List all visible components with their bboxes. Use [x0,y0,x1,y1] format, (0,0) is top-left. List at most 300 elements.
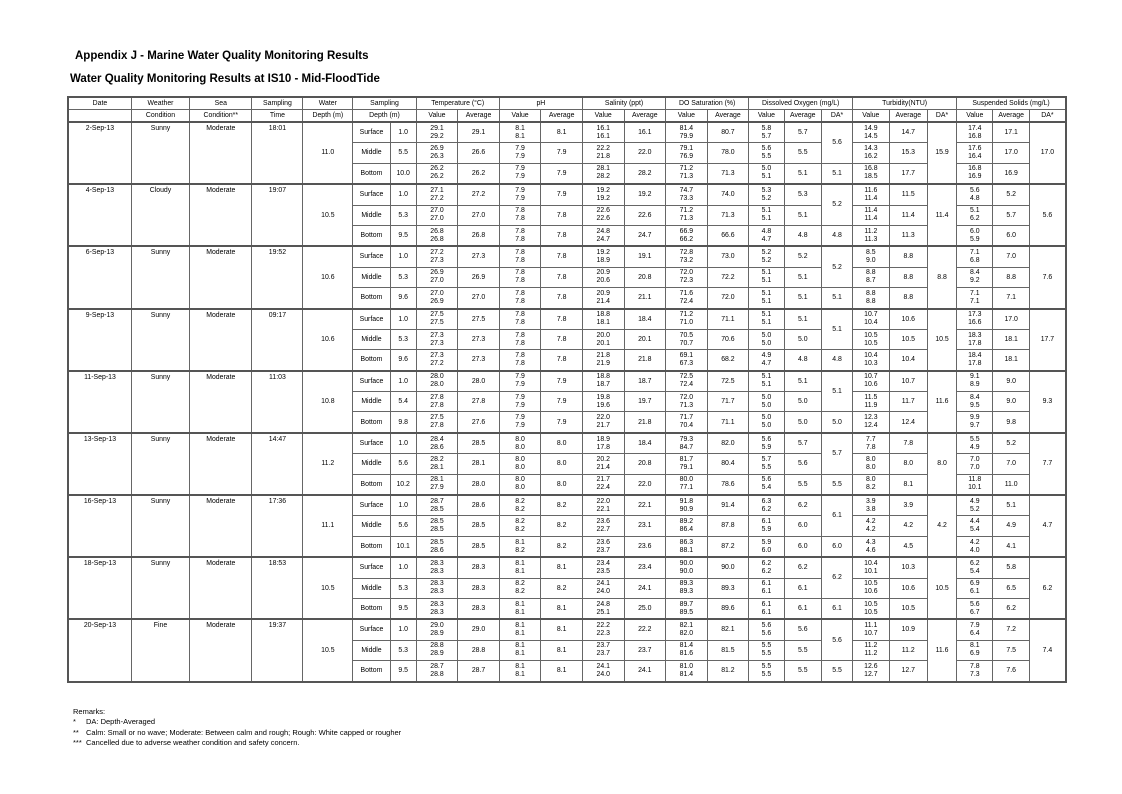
suspended-solids-values [957,578,993,598]
salinity-values-reading: 21.4 [596,463,610,471]
dissolved-oxygen-values-reading: 5.2 [761,194,772,202]
salinity-values [582,163,624,184]
suspended-solids-values-reading: 17.4 [968,124,982,132]
weather-cell: Sunny [131,246,189,308]
dissolved-oxygen-values [749,246,784,267]
suspended-solids-values-reading: 8.9 [970,381,980,389]
dissolved-oxygen-values-reading: 6.1 [761,600,772,608]
do-saturation-values [666,163,708,184]
temperature-values-reading: 28.3 [430,580,444,588]
depth-level-cell: Surface [353,495,390,516]
do-saturation-values-reading: 71.2 [679,311,694,319]
turbidity-average: 15.3 [889,143,927,163]
water-depth-cell: 11.1 [303,495,353,557]
temperature-average: 28.5 [458,516,500,536]
salinity-average: 21.8 [624,350,666,371]
dissolved-oxygen-average: 6.1 [784,598,821,619]
do-saturation-average: 89.3 [707,578,749,598]
temperature-average: 26.9 [458,267,500,287]
salinity-values-reading: 22.1 [596,505,610,513]
turbidity-values-reading: 3.8 [866,505,876,513]
suspended-solids-values-reading: 17.8 [968,339,982,347]
dissolved-oxygen-values [749,350,784,371]
salinity-values-reading: 22.0 [596,497,610,505]
suspended-solids-da: 4.7 [1029,495,1066,557]
turbidity-values [853,246,889,267]
temperature-values-reading: 28.5 [430,526,444,534]
turbidity-values-reading: 10.4 [864,351,878,359]
depth-level-cell: Bottom [353,288,390,309]
suspended-solids-values-reading: 16.8 [968,165,982,173]
do-saturation-values-reading: 71.2 [679,165,694,173]
depth-level-cell: Middle [353,454,390,474]
ph-values-reading: 7.8 [515,249,525,257]
do-saturation-average: 73.0 [707,246,749,267]
salinity-average: 21.1 [624,288,666,309]
temperature-average: 28.0 [458,371,500,392]
salinity-average: 20.8 [624,267,666,287]
temperature-average: 27.5 [458,309,500,330]
temperature-values-reading: 27.8 [430,422,444,430]
do-saturation-average: 71.1 [707,412,749,433]
turbidity-average: 8.8 [889,267,927,287]
turbidity-average: 7.8 [889,433,927,454]
temperature-values [416,495,458,516]
suspended-solids-values-reading: 5.6 [970,600,980,608]
dissolved-oxygen-values-reading: 5.1 [761,277,772,285]
dissolved-oxygen-values [749,205,784,225]
sampling-time-cell: 18:01 [252,122,303,184]
turbidity-da: 11.6 [927,619,956,681]
temperature-values [416,433,458,454]
suspended-solids-values-reading: 6.4 [970,630,980,638]
ph-values-reading: 8.2 [515,518,525,526]
temperature-values-reading: 26.9 [430,297,444,305]
do-saturation-values-reading: 81.0 [679,662,694,670]
ph-values-reading: 7.8 [515,351,525,359]
suspended-solids-average: 17.0 [993,309,1029,330]
temperature-average: 28.3 [458,578,500,598]
salinity-values-reading: 22.6 [596,215,610,223]
ph-average: 7.9 [541,184,583,205]
do-saturation-average: 82.1 [707,619,749,640]
dissolved-oxygen-average: 5.5 [784,474,821,495]
salinity-values-reading: 19.8 [596,393,610,401]
do-saturation-average: 81.5 [707,640,749,660]
turbidity-average: 10.6 [889,578,927,598]
ph-average: 7.8 [541,205,583,225]
ph-values-reading: 8.2 [515,526,525,534]
turbidity-values-reading: 4.6 [866,546,876,554]
subheader-do-average: Average [784,110,821,123]
salinity-values-reading: 20.6 [596,277,610,285]
do-saturation-average: 72.0 [707,288,749,309]
dissolved-oxygen-average: 5.0 [784,329,821,349]
date-cell: 16-Sep-13 [68,495,131,557]
salinity-average: 24.1 [624,661,666,682]
dissolved-oxygen-bottom: 6.0 [821,536,852,557]
suspended-solids-values [957,640,993,660]
ph-average: 8.1 [541,661,583,682]
header-sampling-depth: Sampling [353,97,416,110]
header-ph: pH [499,97,582,110]
suspended-solids-da: 9.3 [1029,371,1066,433]
subheader-dosat-average: Average [707,110,749,123]
dissolved-oxygen-values [749,557,784,578]
ph-values-reading: 7.9 [515,393,525,401]
dissolved-oxygen-values [749,598,784,619]
turbidity-values [853,205,889,225]
header-salinity: Salinity (ppt) [582,97,665,110]
turbidity-average: 10.6 [889,309,927,330]
subheader-time: Time [252,110,303,123]
suspended-solids-average: 7.6 [993,661,1029,682]
ph-average: 7.9 [541,163,583,184]
table-row [68,309,1066,330]
header-weather: Weather [131,97,189,110]
temperature-values-reading: 27.8 [430,401,444,409]
water-depth-cell: 11.0 [303,122,353,184]
suspended-solids-values [957,516,993,536]
sampling-depth-cell: 5.4 [390,392,416,412]
suspended-solids-average: 7.0 [993,454,1029,474]
do-saturation-values-reading: 82.0 [679,630,694,638]
sampling-depth-cell: 9.6 [390,288,416,309]
temperature-values-reading: 27.9 [430,484,444,492]
salinity-values-reading: 20.9 [596,289,610,297]
ph-values-reading: 8.1 [515,559,525,567]
suspended-solids-values [957,225,993,246]
do-saturation-values-reading: 81.4 [679,642,694,650]
dissolved-oxygen-values-reading: 5.9 [761,526,772,534]
dissolved-oxygen-average: 4.8 [784,350,821,371]
depth-level-cell: Surface [353,619,390,640]
temperature-values-reading: 28.3 [430,608,444,616]
dissolved-oxygen-values-reading: 6.2 [761,505,772,513]
suspended-solids-values-reading: 4.0 [970,546,980,554]
dissolved-oxygen-values-reading: 5.9 [761,538,772,546]
do-saturation-average: 80.7 [707,122,749,143]
ph-values-reading: 8.0 [515,484,525,492]
dissolved-oxygen-values-reading: 5.5 [761,662,772,670]
suspended-solids-values-reading: 6.2 [970,215,980,223]
ph-average: 7.8 [541,350,583,371]
salinity-average: 22.6 [624,205,666,225]
salinity-values [582,412,624,433]
turbidity-values-reading: 10.4 [864,559,878,567]
dissolved-oxygen-values-reading: 4.7 [761,235,772,243]
suspended-solids-values-reading: 4.8 [970,194,980,202]
turbidity-average: 3.9 [889,495,927,516]
suspended-solids-values-reading: 8.4 [970,393,980,401]
remark-line [73,728,401,738]
do-saturation-values-reading: 86.4 [679,526,694,534]
temperature-values [416,267,458,287]
sampling-time-cell: 19:52 [252,246,303,308]
dissolved-oxygen-average: 5.1 [784,371,821,392]
salinity-values [582,516,624,536]
do-saturation-values [666,392,708,412]
dissolved-oxygen-da: 6.1 [821,495,852,536]
ph-average: 8.1 [541,640,583,660]
do-saturation-values-reading: 89.7 [679,600,694,608]
do-saturation-values [666,516,708,536]
temperature-values [416,163,458,184]
dissolved-oxygen-average: 6.2 [784,495,821,516]
ph-values-reading: 7.8 [515,269,525,277]
do-saturation-average: 87.8 [707,516,749,536]
ph-average: 7.9 [541,371,583,392]
turbidity-values-reading: 12.4 [864,422,878,430]
remark-line [73,717,401,727]
temperature-values-reading: 28.4 [430,435,444,443]
do-saturation-values [666,225,708,246]
salinity-average: 24.7 [624,225,666,246]
turbidity-values [853,661,889,682]
temperature-values-reading: 27.5 [430,319,444,327]
salinity-values-reading: 19.2 [596,194,610,202]
dissolved-oxygen-bottom: 6.1 [821,598,852,619]
dissolved-oxygen-average: 5.1 [784,205,821,225]
temperature-values [416,598,458,619]
ph-values [499,495,541,516]
salinity-values [582,661,624,682]
remarks [73,707,401,748]
depth-level-cell: Surface [353,246,390,267]
sampling-depth-cell: 10.1 [390,536,416,557]
dissolved-oxygen-average: 5.0 [784,412,821,433]
suspended-solids-values-reading: 5.9 [970,235,980,243]
suspended-solids-values [957,495,993,516]
salinity-values [582,495,624,516]
temperature-average: 28.5 [458,433,500,454]
date-cell: 11-Sep-13 [68,371,131,433]
turbidity-values [853,392,889,412]
subheader-turb-da: DA* [927,110,956,123]
turbidity-values-reading: 10.1 [864,567,878,575]
sampling-time-cell: 19:07 [252,184,303,246]
subheader-sea: Condition** [190,110,252,123]
do-saturation-average: 70.6 [707,329,749,349]
do-saturation-values-reading: 79.3 [679,435,694,443]
temperature-values [416,516,458,536]
suspended-solids-average: 17.0 [993,143,1029,163]
suspended-solids-values-reading: 16.9 [968,173,982,181]
sea-condition-cell: Moderate [190,309,252,371]
do-saturation-values [666,495,708,516]
turbidity-values [853,598,889,619]
sampling-depth-cell: 1.0 [390,246,416,267]
temperature-average: 27.2 [458,184,500,205]
ph-values-reading: 8.1 [515,538,525,546]
do-saturation-values [666,598,708,619]
ph-values [499,557,541,578]
ph-values [499,309,541,330]
temperature-average: 26.2 [458,163,500,184]
suspended-solids-da: 5.6 [1029,184,1066,246]
turbidity-values-reading: 16.8 [864,165,878,173]
dissolved-oxygen-values [749,619,784,640]
date-cell: 2-Sep-13 [68,122,131,184]
do-saturation-average: 71.3 [707,205,749,225]
suspended-solids-values-reading: 9.2 [970,277,980,285]
ph-values [499,371,541,392]
dissolved-oxygen-values [749,288,784,309]
do-saturation-average: 72.2 [707,267,749,287]
dissolved-oxygen-values-reading: 4.7 [761,359,772,367]
remark-mark: ** [73,727,79,737]
salinity-values-reading: 19.2 [596,186,610,194]
dissolved-oxygen-average: 6.1 [784,578,821,598]
dissolved-oxygen-values [749,267,784,287]
suspended-solids-values-reading: 18.4 [968,351,982,359]
dissolved-oxygen-average: 6.0 [784,536,821,557]
salinity-average: 23.6 [624,536,666,557]
turbidity-average: 11.4 [889,205,927,225]
depth-level-cell: Bottom [353,225,390,246]
suspended-solids-values [957,122,993,143]
salinity-average: 21.8 [624,412,666,433]
salinity-values [582,350,624,371]
dissolved-oxygen-average: 5.1 [784,309,821,330]
turbidity-da: 8.0 [927,433,956,495]
temperature-average: 28.7 [458,661,500,682]
table-title: Water Quality Monitoring Results at IS10 - Mid-FloodTide [70,73,380,85]
sampling-depth-cell: 1.0 [390,495,416,516]
dissolved-oxygen-values-reading: 5.7 [761,132,772,140]
sampling-time-cell: 19:37 [252,619,303,681]
turbidity-values-reading: 8.0 [866,463,876,471]
ph-values-reading: 7.8 [515,227,525,235]
dissolved-oxygen-values [749,640,784,660]
remark-text: Calm: Small or no wave; Moderate: Between calm and rough; Rough: White capped or rougher [86,727,402,737]
suspended-solids-values [957,661,993,682]
turbidity-average: 10.3 [889,557,927,578]
suspended-solids-values [957,474,993,495]
do-saturation-values [666,640,708,660]
date-cell: 4-Sep-13 [68,184,131,246]
do-saturation-values-reading: 72.0 [679,269,694,277]
turbidity-values-reading: 7.7 [866,435,876,443]
turbidity-values-reading: 11.5 [864,393,878,401]
suspended-solids-values-reading: 6.2 [970,559,980,567]
do-saturation-values-reading: 70.5 [679,331,694,339]
suspended-solids-average: 18.1 [993,350,1029,371]
do-saturation-values-reading: 69.1 [679,351,694,359]
dissolved-oxygen-values-reading: 6.2 [761,559,772,567]
temperature-average: 28.8 [458,640,500,660]
suspended-solids-values-reading: 7.3 [970,670,980,678]
salinity-values-reading: 21.9 [596,359,610,367]
do-saturation-values [666,267,708,287]
sampling-depth-cell: 5.5 [390,143,416,163]
temperature-values [416,225,458,246]
salinity-values [582,474,624,495]
suspended-solids-values [957,246,993,267]
suspended-solids-values-reading: 8.1 [970,642,980,650]
depth-level-cell: Bottom [353,598,390,619]
depth-level-cell: Middle [353,267,390,287]
dissolved-oxygen-values [749,495,784,516]
turbidity-values-reading: 10.5 [864,580,878,588]
do-saturation-values [666,412,708,433]
temperature-values-reading: 28.1 [430,476,444,484]
dissolved-oxygen-values-reading: 5.1 [761,381,772,389]
dissolved-oxygen-values-reading: 6.3 [761,497,772,505]
suspended-solids-average: 9.0 [993,392,1029,412]
table-row [68,433,1066,454]
turbidity-values [853,516,889,536]
salinity-values-reading: 22.3 [596,630,610,638]
dissolved-oxygen-values [749,184,784,205]
salinity-values-reading: 23.6 [596,518,610,526]
subheader-turb-value: Value [853,110,889,123]
temperature-values [416,122,458,143]
ph-values [499,598,541,619]
sea-condition-cell: Moderate [190,495,252,557]
turbidity-da: 10.5 [927,557,956,619]
header-sea: Sea [190,97,252,110]
suspended-solids-average: 18.1 [993,329,1029,349]
turbidity-values [853,454,889,474]
do-saturation-values-reading: 73.3 [679,194,694,202]
sampling-depth-cell: 9.6 [390,350,416,371]
turbidity-values-reading: 4.2 [866,518,876,526]
salinity-average: 22.2 [624,619,666,640]
dissolved-oxygen-values-reading: 5.1 [761,289,772,297]
depth-level-cell: Middle [353,578,390,598]
salinity-average: 22.1 [624,495,666,516]
turbidity-values-reading: 8.8 [866,297,876,305]
do-saturation-values [666,329,708,349]
ph-values-reading: 7.9 [515,173,525,181]
depth-level-cell: Middle [353,392,390,412]
do-saturation-values-reading: 76.9 [679,153,694,161]
suspended-solids-values-reading: 18.3 [968,331,982,339]
do-saturation-values-reading: 71.2 [679,207,694,215]
temperature-values [416,578,458,598]
water-depth-cell: 10.5 [303,184,353,246]
dissolved-oxygen-average: 5.5 [784,640,821,660]
temperature-average: 26.6 [458,143,500,163]
ph-average: 8.0 [541,454,583,474]
header-date: Date [68,97,131,110]
salinity-values-reading: 20.9 [596,269,610,277]
water-depth-cell: 10.6 [303,309,353,371]
turbidity-values-reading: 16.2 [864,153,878,161]
ph-values-reading: 7.9 [515,414,525,422]
temperature-average: 29.1 [458,122,500,143]
dissolved-oxygen-average: 5.3 [784,184,821,205]
suspended-solids-values [957,163,993,184]
ph-average: 7.8 [541,267,583,287]
suspended-solids-da: 6.2 [1029,557,1066,619]
header-dissolved-oxygen: Dissolved Oxygen (mg/L) [749,97,853,110]
table-row [68,557,1066,578]
temperature-values-reading: 28.6 [430,546,444,554]
suspended-solids-values [957,205,993,225]
sea-condition-cell: Moderate [190,371,252,433]
ph-values-reading: 8.1 [515,608,525,616]
temperature-values-reading: 28.3 [430,559,444,567]
dissolved-oxygen-values-reading: 5.6 [761,145,772,153]
turbidity-da: 15.9 [927,122,956,184]
ph-values-reading: 7.9 [515,153,525,161]
sampling-depth-cell: 10.0 [390,163,416,184]
ph-values-reading: 8.2 [515,497,525,505]
dissolved-oxygen-values-reading: 5.4 [761,484,772,492]
weather-cell: Cloudy [131,184,189,246]
